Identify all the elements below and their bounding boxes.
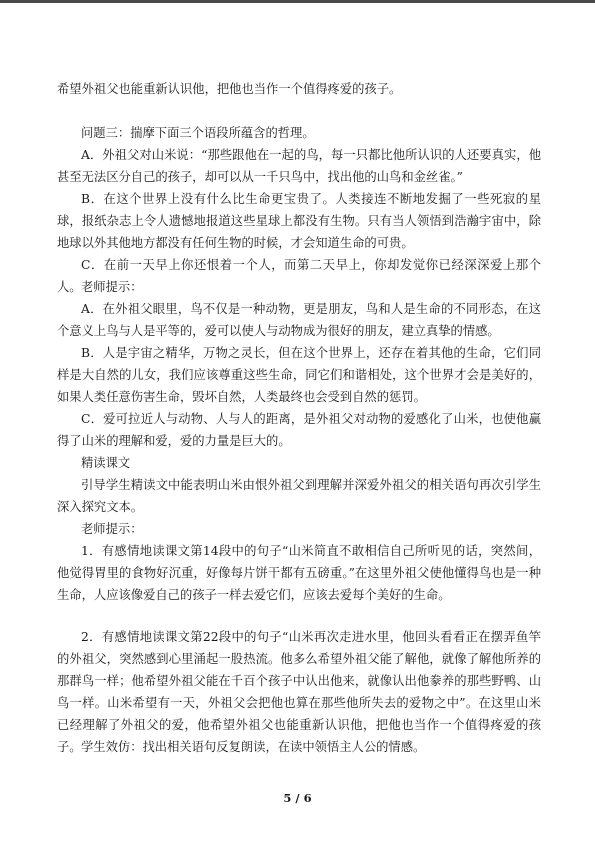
close-reading-instruction: 引导学生精读文中能表明山米由恨外祖父到理解并深爱外祖父的相关语句再次引学生深入探究文本。 — [57, 478, 541, 515]
teacher-hint-label: 老师提示： — [81, 522, 143, 536]
hint-c: C．爱可拉近人与动物、人与人的距离，是外祖父对动物的爱感化了山米，也使他赢得了山米的理解和爱，爱的力量是巨大的。 — [57, 412, 541, 449]
passage-a: A．外祖父对山米说：“那些跟他在一起的鸟，每一只都比他所认识的人还要真实，他甚至无法区分自己的孩子，却可以从一千只鸟中，找出他的山鸟和金丝雀。” — [57, 148, 541, 185]
section-heading-close-reading: 精读课文 — [81, 456, 131, 470]
passage-b: B．在这个世界上没有什么比生命更宝贵了。人类接连不断地发掘了一些死寂的星球，报纸杂志上令人遗憾地报道这些星球上都没有生物。只有当人领悟到浩瀚宇宙中，除地球以外其他地方都没有任何生物的时候，才会知道生命的可贵。 — [57, 192, 541, 251]
paragraph-continuation: 希望外祖父也能重新认识他，把他也当作一个值得疼爱的孩子。 — [57, 82, 402, 96]
question-three-heading: 问题三：揣摩下面三个语段所蕴含的哲理。 — [81, 126, 315, 140]
page-number: 5 / 6 — [283, 791, 312, 805]
teacher-hint-label: 老师提示： — [81, 280, 143, 294]
hint-b: B．人是宇宙之精华，万物之灵长，但在这个世界上，还存在着其他的生命，它们同样是大自然的儿女，我们应该尊重这些生命，同它们和谐相处，这个世界才会是美好的，如果人类任意伤害生命，毁坏自然，人类最终也会受到自然的惩罚。 — [57, 346, 541, 405]
hint-item-2: 2．有感情地读课文第22段中的句子“山米再次走进水里，他回头看看正在摆弄鱼竿的外祖父，突然感到心里涌起一股热流。他多么希望外祖父能了解他，就像了解他所养的那群鸟一样；他希望外祖父能在千百个孩子中认出他来，就像认出他豢养的那些野鸭、山鸟一样。山米希望有一天，外祖父会把他也算在那些他所失去的爱物之中”。在这里山米已经理解了外祖父的爱，他希望外祖父也能重新认识他，把他也当作一个值得疼爱的孩子。 — [57, 630, 541, 755]
student-imitation: 学生效仿：找出相关语句反复朗读，在读中领悟主人公的情感。 — [81, 740, 426, 754]
hint-a: A．在外祖父眼里，鸟不仅是一种动物，更是朋友，鸟和人是生命的不同形态，在这个意义上鸟与人是平等的，爱可以使人与动物成为很好的朋友，建立真挚的情感。 — [57, 302, 541, 339]
hint-item-1: 1．有感情地读课文第14段中的句子“山米简直不敢相信自己所听见的话，突然间，他觉得胃里的食物好沉重，好像每片饼干都有五磅重。”在这里外祖父使他懂得鸟也是一种生命，人应该像爱自己的孩子一样去爱它们，应该去爱每个美好的生命。 — [57, 544, 541, 603]
passage-c: C．在前一天早上你还恨着一个人，而第二天早上，你却发觉你已经深深爱上那个人。 — [57, 258, 541, 295]
